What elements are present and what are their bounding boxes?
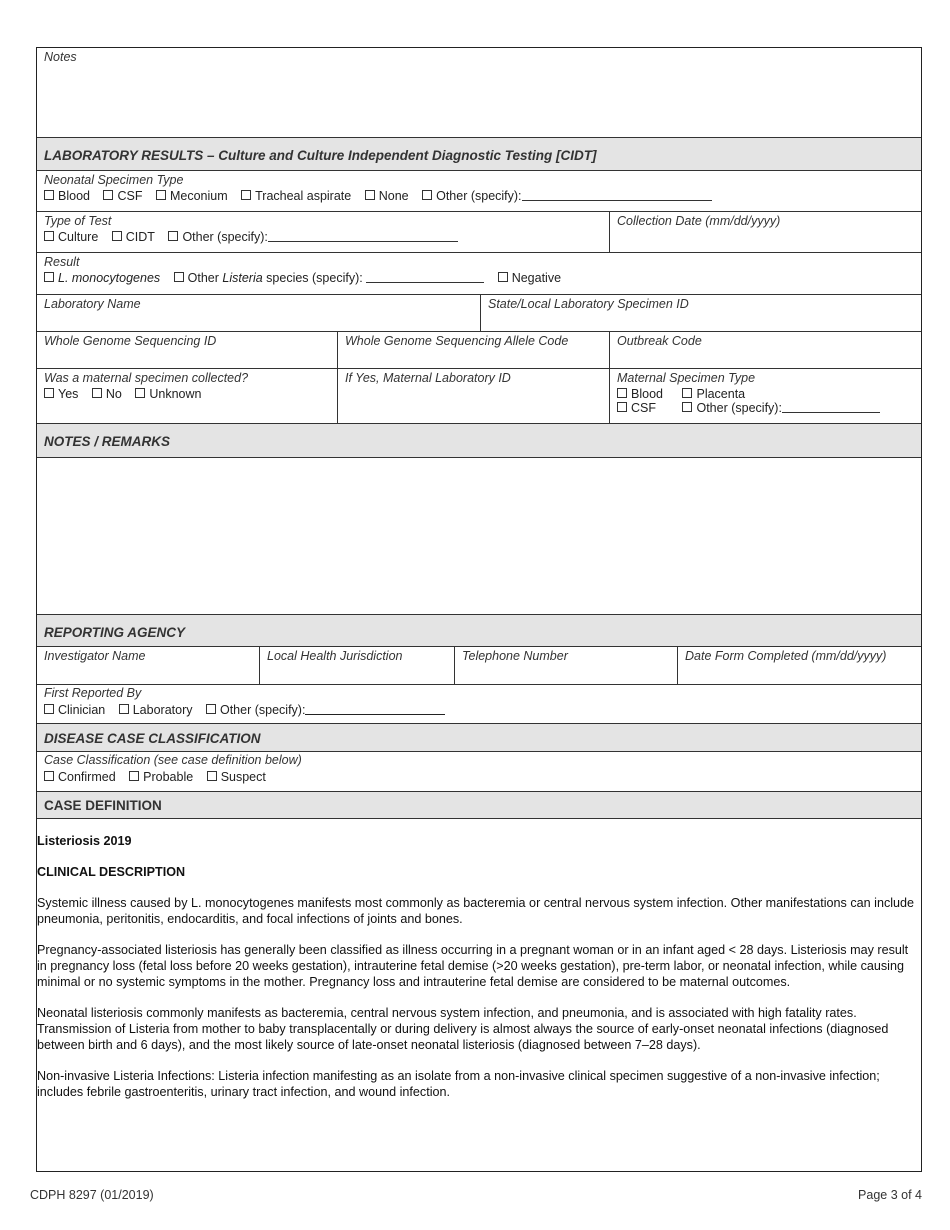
checkbox-clinician[interactable]: Clinician	[44, 703, 105, 717]
checkbox-meconium[interactable]: Meconium	[156, 189, 228, 203]
classification-title: DISEASE CASE CLASSIFICATION	[44, 731, 261, 746]
remarks-area[interactable]	[37, 457, 921, 614]
checkbox-culture[interactable]: Culture	[44, 230, 98, 244]
agency-title: REPORTING AGENCY	[44, 625, 186, 640]
agency-header	[37, 614, 921, 646]
classification-label: Case Classification (see case definition below)	[44, 753, 302, 767]
definition-paragraph-4: Non-invasive Listeria Infections: Listeria infection manifesting as an isolate from a non-invasive clinical specimen suggestive of a non-invasive infection; includes febrile gastroenteritis, urinary tract infection, and wound infection.	[37, 1069, 880, 1099]
definition-heading-clinical: CLINICAL DESCRIPTION	[37, 865, 186, 879]
notes-label: Notes	[44, 50, 77, 64]
other-listeria-blank[interactable]	[366, 271, 484, 283]
lab-name-field[interactable]: Laboratory Name	[44, 297, 141, 311]
checkbox-maternal-other[interactable]: Other (specify):	[682, 401, 781, 415]
checkbox-blood[interactable]: Blood	[44, 189, 90, 203]
wgs-row	[37, 331, 921, 368]
result-label: Result	[44, 255, 80, 269]
remarks-header	[37, 423, 921, 457]
checkbox-negative[interactable]: Negative	[498, 271, 561, 285]
checkbox-other-specimen[interactable]: Other (specify):	[422, 189, 521, 203]
outbreak-code-field[interactable]: Outbreak Code	[609, 332, 921, 368]
agency-row	[37, 646, 921, 684]
checkbox-suspect[interactable]: Suspect	[207, 770, 266, 784]
other-reporter-blank[interactable]	[305, 703, 445, 715]
checkbox-l-monocytogenes[interactable]: L. monocytogenes	[44, 271, 160, 285]
definition-title: CASE DEFINITION	[44, 798, 162, 813]
classification-header	[37, 723, 921, 751]
other-specimen-blank[interactable]	[522, 189, 712, 201]
date-completed-field[interactable]: Date Form Completed (mm/dd/yyyy)	[677, 647, 921, 684]
maternal-question: Was a maternal specimen collected?	[44, 371, 249, 385]
wgs-id-field[interactable]: Whole Genome Sequencing ID	[44, 334, 217, 348]
definition-paragraph-1: Systemic illness caused by L. monocytogenes manifests most commonly as bacteremia or central nervous system infection. Other manifestations can include pneumonia, peritonitis, endocarditis, and focal infections of joints and bones.	[37, 896, 915, 926]
maternal-other-blank[interactable]	[782, 401, 880, 413]
checkbox-csf[interactable]: CSF	[103, 189, 142, 203]
page-number: Page 3 of 4	[858, 1188, 922, 1202]
first-reported-label: First Reported By	[44, 686, 142, 700]
checkbox-probable[interactable]: Probable	[129, 770, 193, 784]
collection-date-field[interactable]: Collection Date (mm/dd/yyyy)	[609, 212, 921, 252]
checkbox-none[interactable]: None	[365, 189, 409, 203]
maternal-lab-id-field[interactable]: If Yes, Maternal Laboratory ID	[337, 369, 609, 423]
telephone-field[interactable]: Telephone Number	[454, 647, 677, 684]
lab-name-row	[37, 294, 921, 331]
checkbox-laboratory[interactable]: Laboratory	[119, 703, 193, 717]
checkbox-maternal-no[interactable]: No	[92, 387, 122, 401]
checkbox-placenta[interactable]: Placenta	[682, 387, 745, 401]
case-definition-text	[37, 833, 921, 1115]
investigator-field[interactable]: Investigator Name	[44, 649, 146, 663]
specimen-id-field[interactable]: State/Local Laboratory Specimen ID	[480, 295, 921, 331]
checkbox-maternal-unknown[interactable]: Unknown	[135, 387, 201, 401]
neonatal-specimen-row	[37, 170, 921, 211]
form-number: CDPH 8297 (01/2019)	[30, 1188, 154, 1202]
checkbox-other-listeria[interactable]: Other Listeria species (specify):	[174, 271, 363, 285]
definition-paragraph-2: Pregnancy-associated listeriosis has generally been classified as illness occurring in a pregnant woman or in an infant aged < 28 days. Listeriosis may result in pregnancy loss (fetal loss before 20 weeks gestation), intrauterine fetal demise (>20 weeks gestation), pre-term labor, or neonatal infection, while causing minimal or no systemic symptoms in the mother. Pregnancy loss and intrauterine fetal demise are considered to be maternal outcomes.	[37, 943, 909, 989]
first-reported-row	[37, 684, 921, 723]
maternal-row	[37, 368, 921, 423]
classification-row	[37, 751, 921, 791]
test-type-row	[37, 211, 921, 252]
definition-header	[37, 791, 921, 819]
other-test-blank[interactable]	[268, 230, 458, 242]
checkbox-tracheal-aspirate[interactable]: Tracheal aspirate	[241, 189, 351, 203]
checkbox-maternal-yes[interactable]: Yes	[44, 387, 78, 401]
neonatal-specimen-label: Neonatal Specimen Type	[44, 173, 184, 187]
checkbox-maternal-csf[interactable]: CSF	[617, 401, 679, 415]
remarks-title: NOTES / REMARKS	[44, 434, 171, 449]
maternal-type-label: Maternal Specimen Type	[617, 371, 756, 385]
jurisdiction-field[interactable]: Local Health Jurisdiction	[259, 647, 454, 684]
checkbox-confirmed[interactable]: Confirmed	[44, 770, 116, 784]
result-row	[37, 252, 921, 294]
checkbox-cidt[interactable]: CIDT	[112, 230, 155, 244]
checkbox-maternal-blood[interactable]: Blood	[617, 387, 679, 401]
definition-heading-year: Listeriosis 2019	[37, 834, 132, 848]
checkbox-other-reporter[interactable]: Other (specify):	[206, 703, 305, 717]
checkbox-other-test[interactable]: Other (specify):	[168, 230, 267, 244]
lab-results-header	[37, 137, 921, 170]
test-type-label: Type of Test	[44, 214, 112, 228]
notes-section[interactable]	[37, 48, 921, 137]
lab-results-title: LABORATORY RESULTS – Culture and Culture Independent Diagnostic Testing [CIDT]	[44, 148, 597, 163]
definition-paragraph-3: Neonatal listeriosis commonly manifests as bacteremia, central nervous system infection, and pneumonia, and is associated with high fatality rates. Transmission of Listeria from mother to baby transplacentally or during delivery is almost always the source of early-onset neonatal infections (diagnosed between birth and 6 days), and the most likely source of late-onset neonatal listeriosis (diagnosed between 7–28 days).	[37, 1006, 889, 1052]
form-frame	[36, 47, 922, 1172]
wgs-allele-field[interactable]: Whole Genome Sequencing Allele Code	[337, 332, 609, 368]
